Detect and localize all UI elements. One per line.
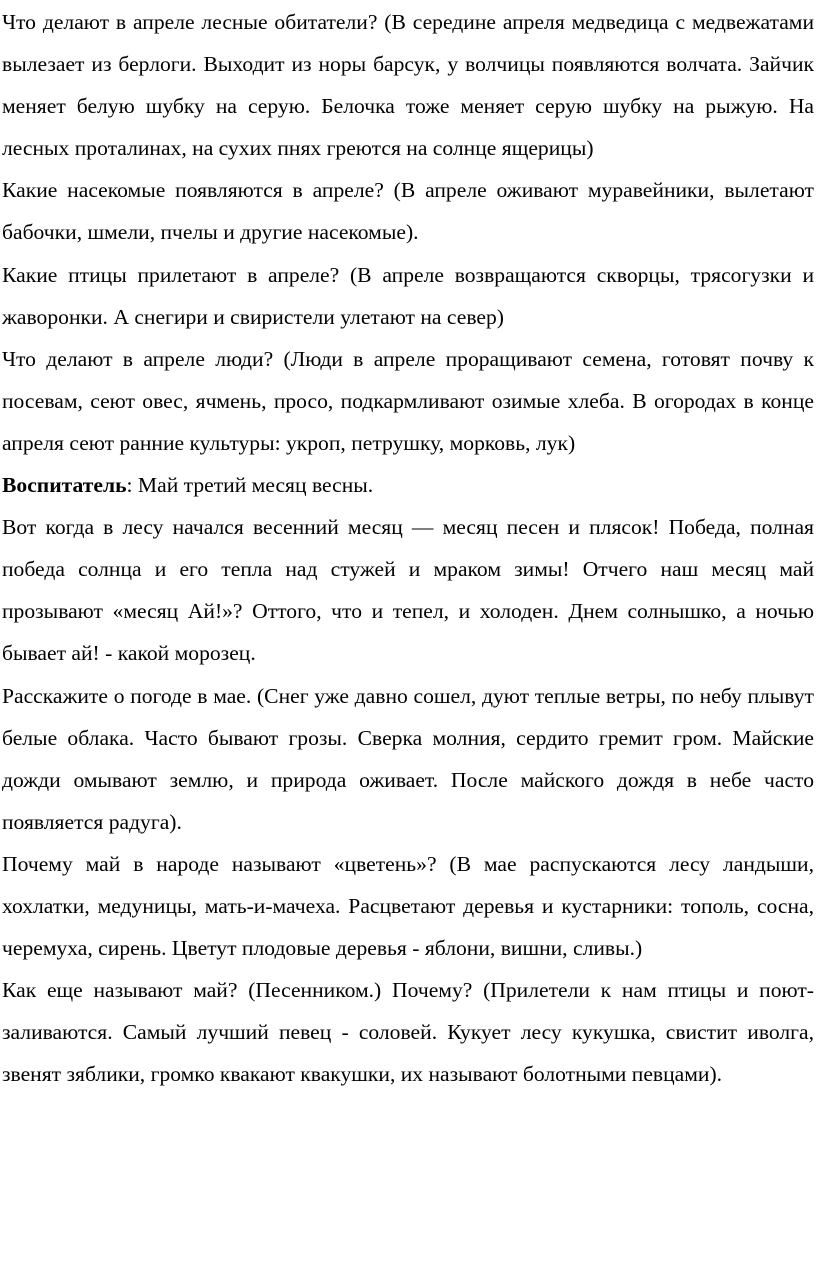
paragraph-may-blossom: Почему май в народе называют «цветень»? (В мае распускаются лесу ландыши, хохлатки, медуницы, мать-и-мачеха. Расцветают деревья и кустарники: тополь, сосна, черемуха, сирень. Цветут плодовые деревья - яблони, вишни, сливы.) [2, 851, 814, 961]
paragraph-may-month: Вот когда в лесу начался весенний месяц — месяц песен и плясок! Победа, полная победа солнца и его тепла над стужей и мраком зимы! Отчего наш месяц май прозывают «месяц Ай!»? Оттого, что и тепел, и холоден. Днем солнышко, а ночью бывает ай! - какой морозец. [2, 515, 814, 666]
teacher-line [2, 464, 814, 506]
paragraph-may-singer: Как еще называют май? (Песенником.) Почему? (Прилетели к нам птицы и поют-заливаются. Самый лучший певец - соловей. Кукует лесу кукушка, свистит иволга, звенят зяблики, громко квакают квакушки, их называют болотными певцами). [2, 978, 814, 1087]
paragraph-people: Что делают в апреле люди? (Люди в апреле проращивают семена, готовят почву к посевам, сеют овес, ячмень, просо, подкармливают озимые хлеба. В огородах в конце апреля сеют ранние культуры: укроп, петрушку, морковь, лук) [2, 346, 814, 455]
paragraph-birds: Какие птицы прилетают в апреле? (В апреле возвращаются скворцы, трясогузки и жаворонки. А снегири и свиристели улетают на север) [2, 262, 814, 329]
teacher-line-text: : Май третий месяц весны. [126, 473, 374, 498]
speaker-label: Воспитатель [2, 473, 127, 498]
paragraph-may-weather: Расскажите о погоде в мае. (Снег уже давно сошел, дуют теплые ветры, по небу плывут белые облака. Часто бывают грозы. Сверка молния, сердито гремит гром. Майские дожди омывают землю, и природа оживает. После майского дождя в небе часто появляется радуга). [2, 683, 814, 834]
paragraph-forest-animals: Что делают в апреле лесные обитатели? (В середине апреля медведица с медвежатами вылезает из берлоги. Выходит из норы барсук, у волчицы появляются волчата. Зайчик меняет белую шубку на серую. Белочка тоже меняет серую шубку на рыжую. На лесных проталинах, на сухих пнях греются на солнце ящерицы) [2, 10, 814, 161]
paragraph-insects: Какие насекомые появляются в апреле? (В апреле оживают муравейники, вылетают бабочки, шмели, пчелы и другие насекомые). [2, 178, 814, 245]
